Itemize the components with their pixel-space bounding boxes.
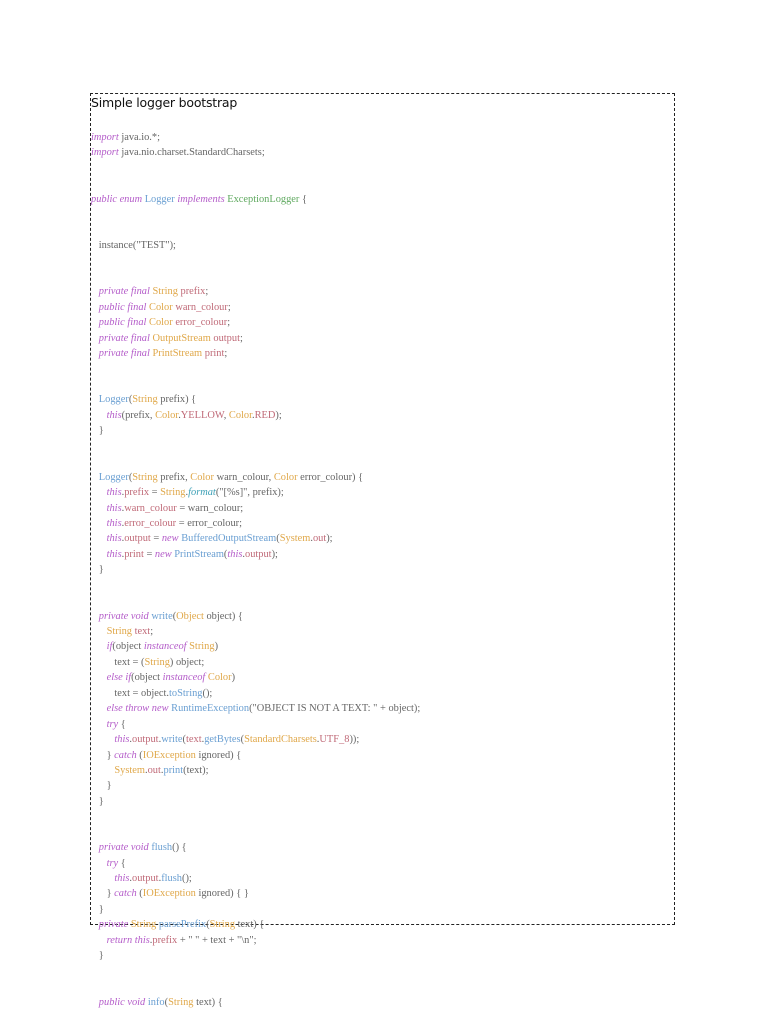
code-token: ; bbox=[205, 286, 209, 298]
code-token bbox=[91, 765, 114, 776]
code-line bbox=[91, 778, 671, 793]
code-token: print bbox=[124, 548, 144, 560]
code-token: String bbox=[168, 996, 194, 1008]
code-token: ; bbox=[227, 317, 231, 329]
code-token: PrintStream bbox=[174, 548, 224, 560]
code-token bbox=[91, 348, 99, 359]
code-token: . bbox=[121, 487, 125, 499]
code-token: text) { bbox=[193, 996, 223, 1008]
code-token: getBytes bbox=[204, 734, 241, 746]
code-token: String bbox=[189, 641, 215, 653]
code-token: prefix bbox=[152, 934, 178, 946]
code-token: instance("TEST"); bbox=[91, 240, 176, 252]
code-token: output bbox=[124, 533, 151, 545]
code-token: String bbox=[209, 919, 236, 931]
code-token: text bbox=[186, 734, 202, 746]
code-token: BufferedOutputStream bbox=[181, 533, 277, 545]
code-token: warn_colour bbox=[175, 301, 228, 313]
code-token: . bbox=[252, 409, 255, 421]
code-line bbox=[91, 470, 671, 485]
code-line bbox=[91, 624, 671, 639]
code-token: Color bbox=[155, 409, 179, 421]
code-token: prefix) { bbox=[157, 394, 197, 406]
code-token: Color bbox=[207, 672, 232, 684]
code-line bbox=[91, 238, 671, 253]
code-token: info bbox=[147, 996, 165, 1008]
code-token: = bbox=[149, 487, 161, 499]
code-token bbox=[91, 626, 107, 637]
code-token: Logger bbox=[98, 471, 129, 483]
code-line bbox=[91, 269, 671, 284]
code-token: = error_colour; bbox=[176, 517, 243, 529]
code-token: instanceof bbox=[162, 672, 206, 684]
code-token bbox=[91, 549, 107, 560]
code-line bbox=[91, 763, 671, 778]
code-token: PrintStream bbox=[152, 348, 203, 360]
code-token: this bbox=[106, 517, 122, 529]
code-line bbox=[91, 362, 671, 377]
code-line bbox=[91, 346, 671, 361]
code-token: ( bbox=[128, 471, 133, 483]
code-token: this bbox=[106, 548, 122, 560]
code-line bbox=[91, 331, 671, 346]
code-token: ( bbox=[136, 888, 143, 900]
code-token: object) { bbox=[203, 610, 243, 622]
code-token bbox=[91, 641, 107, 652]
code-token bbox=[91, 703, 107, 714]
code-token: write bbox=[151, 610, 173, 622]
code-token: String bbox=[144, 656, 170, 668]
code-line bbox=[91, 176, 671, 191]
code-line bbox=[91, 593, 671, 608]
code-token: private final bbox=[98, 332, 150, 344]
code-token: . bbox=[129, 873, 133, 884]
code-token: . bbox=[121, 548, 125, 560]
code-token: ( bbox=[276, 533, 280, 545]
code-token: text) { bbox=[235, 919, 265, 931]
code-token: output bbox=[132, 734, 159, 746]
code-token bbox=[91, 672, 107, 683]
code-token: flush bbox=[161, 873, 182, 884]
code-token: output bbox=[213, 332, 240, 344]
code-token: ( bbox=[172, 610, 177, 622]
code-token: catch bbox=[114, 749, 137, 761]
code-token: . bbox=[149, 934, 153, 946]
code-line bbox=[91, 439, 671, 454]
code-token: . bbox=[121, 502, 125, 514]
code-token: System bbox=[114, 764, 145, 776]
code-line bbox=[91, 223, 671, 238]
code-token: output bbox=[132, 873, 159, 884]
code-token: } bbox=[91, 903, 104, 915]
code-token: { bbox=[118, 718, 126, 730]
code-token: ( bbox=[206, 919, 210, 931]
code-line bbox=[91, 856, 671, 871]
code-line bbox=[91, 701, 671, 716]
code-line bbox=[91, 578, 671, 593]
code-line bbox=[91, 377, 671, 392]
code-token: String bbox=[130, 919, 157, 931]
code-token: this bbox=[106, 409, 122, 421]
code-token: () { bbox=[172, 842, 187, 854]
code-token: out bbox=[312, 533, 327, 545]
code-token bbox=[91, 333, 99, 344]
code-token: print bbox=[163, 764, 184, 776]
code-token bbox=[91, 487, 107, 498]
code-token: private final bbox=[98, 286, 150, 298]
code-token: print bbox=[204, 348, 225, 360]
code-line bbox=[91, 686, 671, 701]
code-token: public void bbox=[98, 996, 146, 1008]
code-token: Color bbox=[273, 471, 298, 483]
code-token: this bbox=[106, 533, 122, 545]
code-snippet-frame bbox=[90, 93, 675, 1008]
code-token: Color bbox=[149, 317, 173, 329]
code-token: error_colour bbox=[175, 317, 228, 329]
code-token: StandardCharsets bbox=[244, 734, 317, 746]
code-token bbox=[91, 302, 99, 313]
code-token bbox=[91, 518, 107, 529]
code-line bbox=[91, 717, 671, 732]
code-token: } bbox=[91, 888, 115, 900]
code-line bbox=[91, 531, 671, 546]
code-token bbox=[91, 394, 99, 405]
code-token: String bbox=[106, 626, 132, 637]
code-token bbox=[91, 503, 107, 514]
code-line bbox=[91, 871, 671, 886]
code-token: if bbox=[106, 641, 113, 653]
code-token: , bbox=[223, 409, 229, 421]
code-line bbox=[91, 161, 671, 176]
code-token: . bbox=[185, 487, 189, 499]
code-token: import bbox=[91, 132, 119, 143]
code-token: } bbox=[91, 780, 112, 792]
code-token: ExceptionLogger bbox=[227, 193, 300, 205]
code-token: . bbox=[160, 764, 164, 776]
code-token bbox=[91, 611, 99, 622]
code-token: import bbox=[91, 147, 119, 159]
code-line bbox=[91, 516, 671, 531]
code-token: = bbox=[150, 533, 162, 545]
code-token: . bbox=[201, 734, 205, 746]
code-line bbox=[91, 655, 671, 670]
code-token: Color bbox=[228, 409, 253, 421]
code-line bbox=[91, 917, 671, 932]
code-line bbox=[91, 609, 671, 624]
code-token: ignored) { } bbox=[195, 888, 249, 900]
code-token: String bbox=[132, 471, 158, 483]
code-token: else if bbox=[106, 672, 132, 684]
code-line bbox=[91, 547, 671, 562]
code-line bbox=[91, 825, 671, 840]
code-token: ; bbox=[150, 626, 154, 637]
code-token: . bbox=[121, 517, 125, 529]
code-token: RuntimeException bbox=[171, 703, 250, 715]
code-line bbox=[91, 732, 671, 747]
code-line bbox=[91, 964, 671, 979]
code-token: . bbox=[129, 734, 133, 746]
code-token: . bbox=[121, 533, 125, 545]
code-token: Object bbox=[176, 610, 204, 622]
code-line bbox=[91, 933, 671, 948]
code-token: { bbox=[118, 857, 126, 869]
code-token: try bbox=[106, 857, 119, 869]
code-token: parsePrefix bbox=[158, 919, 207, 931]
code-token: String bbox=[152, 286, 178, 298]
code-token: error_colour bbox=[124, 517, 177, 529]
code-line bbox=[91, 886, 671, 901]
code-token: out bbox=[147, 764, 161, 776]
code-token: this bbox=[114, 873, 130, 884]
code-line bbox=[91, 207, 671, 222]
code-token: } bbox=[91, 749, 115, 761]
code-token: . bbox=[242, 548, 245, 560]
code-token: Logger bbox=[144, 193, 175, 205]
code-token: flush bbox=[151, 842, 173, 854]
code-token: write bbox=[161, 734, 183, 746]
code-token: (); bbox=[202, 687, 213, 699]
code-token: prefix bbox=[180, 286, 206, 298]
code-token bbox=[91, 472, 99, 483]
code-token: (); bbox=[181, 873, 192, 884]
code-token: private bbox=[98, 919, 129, 931]
code-line bbox=[91, 145, 671, 160]
code-line bbox=[91, 284, 671, 299]
code-token: public enum bbox=[91, 193, 143, 205]
code-token: ( bbox=[223, 548, 228, 560]
code-token: ("[%s]", prefix); bbox=[215, 487, 284, 499]
code-token: ; bbox=[224, 348, 228, 360]
code-token: ); bbox=[275, 409, 282, 421]
code-line bbox=[91, 392, 671, 407]
code-token: ( bbox=[136, 749, 143, 761]
code-token: private void bbox=[98, 610, 149, 622]
code-line bbox=[91, 423, 671, 438]
code-token: IOException bbox=[142, 888, 196, 900]
code-line bbox=[91, 809, 671, 824]
code-token bbox=[91, 533, 107, 544]
code-line bbox=[91, 670, 671, 685]
code-token bbox=[91, 286, 99, 297]
code-token: { bbox=[299, 193, 307, 205]
code-token: implements bbox=[177, 193, 225, 205]
code-token: error_colour) { bbox=[297, 471, 364, 483]
code-token: ( bbox=[182, 734, 187, 746]
code-token: . bbox=[145, 764, 148, 776]
code-token: format bbox=[188, 487, 216, 499]
code-token bbox=[91, 873, 114, 884]
code-token: ); bbox=[326, 533, 333, 545]
code-token: prefix, bbox=[157, 471, 191, 483]
code-token: RED bbox=[254, 409, 276, 421]
code-token: this bbox=[106, 487, 122, 499]
code-token: java.nio.charset.StandardCharsets; bbox=[118, 147, 265, 159]
code-token: text bbox=[134, 626, 151, 637]
code-token: String bbox=[132, 394, 158, 406]
code-token: IOException bbox=[142, 749, 196, 761]
code-token bbox=[91, 317, 99, 328]
code-token: (object bbox=[112, 641, 144, 653]
code-token bbox=[91, 935, 107, 946]
code-token: ) bbox=[231, 672, 236, 684]
code-token: ( bbox=[128, 394, 133, 406]
code-token bbox=[91, 719, 107, 730]
code-token: ignored) { bbox=[195, 749, 242, 761]
code-token: (prefix, bbox=[121, 409, 156, 421]
code-line bbox=[91, 948, 671, 963]
code-token: text = object. bbox=[91, 687, 170, 699]
code-token: warn_colour bbox=[124, 502, 177, 514]
code-line bbox=[91, 501, 671, 516]
code-token: } bbox=[91, 950, 104, 962]
code-token: + " " + text + "\n"; bbox=[177, 934, 257, 946]
code-token: ; bbox=[227, 301, 231, 313]
code-token: ); bbox=[271, 548, 278, 560]
code-line bbox=[91, 454, 671, 469]
code-token: try bbox=[106, 718, 119, 730]
code-token: String bbox=[160, 487, 186, 499]
code-token: . bbox=[158, 873, 162, 884]
code-token: } bbox=[91, 795, 104, 807]
code-token: Color bbox=[190, 471, 214, 483]
code-token: catch bbox=[114, 888, 137, 900]
code-token bbox=[91, 919, 99, 930]
code-token bbox=[91, 842, 99, 853]
code-token: Color bbox=[149, 301, 173, 313]
code-token: output bbox=[245, 548, 272, 560]
code-line bbox=[91, 840, 671, 855]
code-line bbox=[91, 130, 671, 145]
code-token: public final bbox=[98, 317, 147, 329]
code-token: else throw new bbox=[106, 703, 169, 715]
code-token: (text); bbox=[183, 764, 209, 776]
code-token: prefix bbox=[124, 487, 150, 499]
code-token: this bbox=[106, 502, 122, 514]
code-line bbox=[91, 995, 671, 1010]
code-line bbox=[91, 562, 671, 577]
code-token bbox=[91, 997, 99, 1008]
code-token: . bbox=[316, 734, 320, 746]
code-token: . bbox=[310, 533, 313, 545]
code-token: instanceof bbox=[143, 641, 187, 653]
code-token: this bbox=[114, 734, 130, 746]
code-token: ( bbox=[164, 996, 169, 1008]
code-token: public final bbox=[98, 301, 147, 313]
code-token: . bbox=[178, 409, 181, 421]
code-token: return this bbox=[106, 934, 150, 946]
code-line bbox=[91, 192, 671, 207]
code-line bbox=[91, 315, 671, 330]
code-line bbox=[91, 639, 671, 654]
code-token: toString bbox=[169, 687, 203, 699]
code-token: text = ( bbox=[91, 656, 145, 668]
code-token bbox=[91, 734, 114, 745]
code-token: ) object; bbox=[169, 656, 205, 668]
code-line bbox=[91, 408, 671, 423]
code-token: ) bbox=[214, 641, 219, 653]
code-line bbox=[91, 794, 671, 809]
code-token: ( bbox=[240, 734, 245, 746]
code-token: warn_colour, bbox=[213, 471, 274, 483]
code-line bbox=[91, 254, 671, 269]
code-token: . bbox=[158, 734, 162, 746]
code-token: ("OBJECT IS NOT A TEXT: " + object); bbox=[249, 703, 421, 715]
code-line bbox=[91, 902, 671, 917]
code-token: = warn_colour; bbox=[176, 502, 244, 514]
code-token bbox=[91, 858, 107, 869]
code-token: UTF_8 bbox=[319, 734, 350, 746]
code-token: ; bbox=[239, 332, 243, 344]
code-token bbox=[91, 410, 107, 421]
code-token: java.io.*; bbox=[118, 132, 160, 143]
code-token: (object bbox=[131, 672, 163, 684]
code-block bbox=[91, 130, 671, 1010]
code-token: Logger bbox=[98, 394, 129, 406]
code-token: private final bbox=[98, 348, 150, 360]
code-token: } bbox=[91, 564, 104, 576]
document-title: Simple logger bootstrap bbox=[91, 95, 238, 110]
code-token: System bbox=[279, 533, 311, 545]
code-token: )); bbox=[349, 734, 360, 746]
code-line bbox=[91, 485, 671, 500]
code-token: = bbox=[143, 548, 155, 560]
code-token: OutputStream bbox=[152, 332, 211, 344]
code-token: YELLOW bbox=[180, 409, 224, 421]
code-line bbox=[91, 979, 671, 994]
code-token: } bbox=[91, 425, 104, 437]
code-token: this bbox=[227, 548, 243, 560]
code-token: private void bbox=[98, 842, 149, 854]
code-token: new bbox=[154, 548, 172, 560]
code-line bbox=[91, 748, 671, 763]
code-line bbox=[91, 300, 671, 315]
code-token: new bbox=[161, 533, 179, 545]
